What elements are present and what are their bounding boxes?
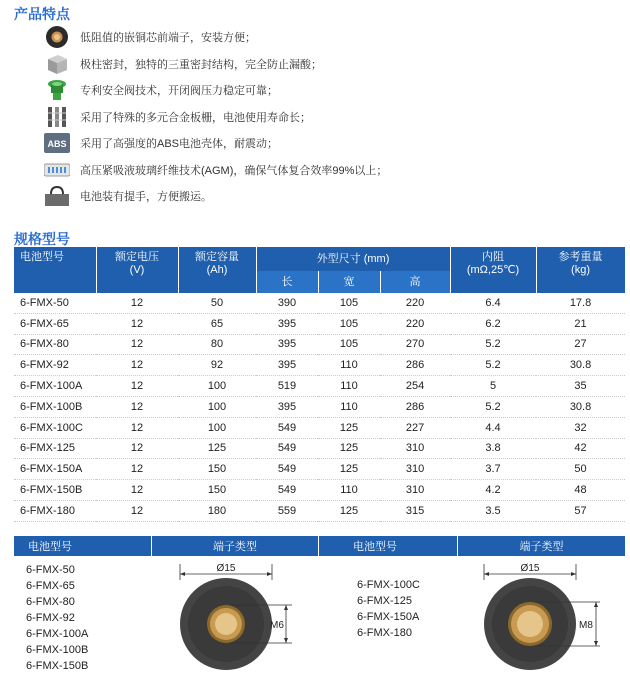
- list-item: 6-FMX-100B: [26, 644, 89, 656]
- terminal-type-header-left: 端子类型: [152, 536, 319, 556]
- feature-item: [44, 157, 624, 184]
- feature-item: [44, 183, 624, 210]
- table-cell: 6-FMX-100B: [14, 396, 96, 417]
- table-cell: 559: [256, 500, 318, 521]
- table-row: [14, 396, 625, 417]
- table-cell: 12: [96, 293, 178, 313]
- terminal-m8-diameter: Ø15: [520, 563, 540, 574]
- list-item: 6-FMX-100C: [357, 579, 420, 591]
- table-cell: 3.7: [450, 459, 536, 480]
- table-cell: 150: [178, 459, 256, 480]
- terminal-type-header-right: 端子类型: [458, 536, 625, 556]
- header-length: 长: [256, 271, 318, 293]
- table-cell: 110: [318, 376, 380, 397]
- table-cell: 270: [380, 334, 450, 355]
- feature-text: 低阻值的嵌铜芯前端子，安装方便；: [80, 32, 256, 45]
- list-item: 6-FMX-150B: [26, 660, 89, 672]
- table-cell: 310: [380, 480, 450, 501]
- table-row: [14, 334, 625, 355]
- table-cell: 6-FMX-180: [14, 500, 96, 521]
- table-cell: 3.8: [450, 438, 536, 459]
- list-item: 6-FMX-92: [26, 612, 75, 624]
- table-cell: 6-FMX-150B: [14, 480, 96, 501]
- table-cell: 105: [318, 293, 380, 313]
- table-cell: 227: [380, 417, 450, 438]
- table-cell: 12: [96, 500, 178, 521]
- feature-item: [44, 24, 624, 51]
- header-model: 电池型号: [14, 247, 96, 293]
- table-cell: 6.2: [450, 313, 536, 334]
- table-cell: 6-FMX-100A: [14, 376, 96, 397]
- table-cell: 12: [96, 459, 178, 480]
- table-cell: 125: [318, 459, 380, 480]
- seal-block-icon: [44, 52, 70, 76]
- agm-icon: [44, 158, 70, 182]
- spec-title: 规格型号: [14, 231, 70, 247]
- feature-item: [44, 130, 624, 157]
- list-item: 6-FMX-50: [26, 564, 75, 576]
- table-cell: 57: [536, 500, 625, 521]
- header-height: 高: [380, 271, 450, 293]
- table-cell: 5.2: [450, 355, 536, 376]
- terminal-models-right: [357, 577, 420, 641]
- table-row: [14, 480, 625, 501]
- terminal-model-header-right: 电池型号: [319, 536, 458, 556]
- table-row: [14, 417, 625, 438]
- table-cell: 395: [256, 313, 318, 334]
- feature-text: 采用了高强度的ABS电池壳体，耐震动；: [80, 138, 279, 151]
- table-cell: 12: [96, 313, 178, 334]
- table-cell: 12: [96, 376, 178, 397]
- feature-text: 高压紧吸液玻璃纤维技术(AGM)，确保气体复合效率99%以上；: [80, 164, 388, 177]
- grid-plate-icon: [44, 105, 70, 129]
- table-cell: 125: [178, 438, 256, 459]
- table-cell: 315: [380, 500, 450, 521]
- terminal-m6-diameter: Ø15: [216, 563, 236, 574]
- table-row: [14, 459, 625, 480]
- table-cell: 390: [256, 293, 318, 313]
- table-cell: 310: [380, 438, 450, 459]
- table-row: [14, 500, 625, 521]
- table-cell: 12: [96, 334, 178, 355]
- table-row: [14, 313, 625, 334]
- spec-table: [14, 247, 626, 522]
- table-cell: 30.8: [536, 396, 625, 417]
- table-cell: 5.2: [450, 334, 536, 355]
- table-cell: 4.4: [450, 417, 536, 438]
- list-item: 6-FMX-100A: [26, 628, 89, 640]
- list-item: 6-FMX-80: [26, 596, 75, 608]
- feature-text: 专利安全阀技术，开闭阀压力稳定可靠；: [80, 85, 278, 98]
- table-cell: 395: [256, 396, 318, 417]
- table-cell: 6-FMX-50: [14, 293, 96, 313]
- table-row: [14, 355, 625, 376]
- table-cell: 6-FMX-100C: [14, 417, 96, 438]
- table-cell: 6-FMX-65: [14, 313, 96, 334]
- table-row: [14, 376, 625, 397]
- feature-item: [44, 51, 624, 78]
- list-item: 6-FMX-125: [357, 595, 413, 607]
- table-cell: 12: [96, 355, 178, 376]
- handle-icon: [44, 184, 70, 208]
- table-cell: 110: [318, 355, 380, 376]
- table-cell: 220: [380, 313, 450, 334]
- terminal-m6-thread: M6: [270, 620, 284, 631]
- feature-list: [44, 24, 624, 210]
- feature-item: [44, 77, 624, 104]
- header-voltage: 额定电压 (V): [96, 247, 178, 293]
- table-cell: 48: [536, 480, 625, 501]
- table-cell: 12: [96, 417, 178, 438]
- table-cell: 254: [380, 376, 450, 397]
- terminal-icon: [44, 25, 70, 49]
- table-row: [14, 293, 625, 313]
- table-cell: 12: [96, 396, 178, 417]
- table-cell: 32: [536, 417, 625, 438]
- feature-text: 电池装有提手，方便搬运。: [80, 191, 212, 204]
- table-cell: 286: [380, 355, 450, 376]
- table-cell: 6.4: [450, 293, 536, 313]
- table-cell: 3.5: [450, 500, 536, 521]
- table-cell: 30.8: [536, 355, 625, 376]
- list-item: 6-FMX-65: [26, 580, 75, 592]
- table-cell: 6-FMX-125: [14, 438, 96, 459]
- table-cell: 286: [380, 396, 450, 417]
- table-cell: 35: [536, 376, 625, 397]
- features-title: 产品特点: [14, 6, 70, 22]
- table-cell: 21: [536, 313, 625, 334]
- table-cell: 4.2: [450, 480, 536, 501]
- table-cell: 6-FMX-80: [14, 334, 96, 355]
- table-cell: 519: [256, 376, 318, 397]
- terminal-m8-thread: M8: [579, 620, 593, 631]
- table-cell: 125: [318, 438, 380, 459]
- table-cell: 5.2: [450, 396, 536, 417]
- table-cell: 100: [178, 376, 256, 397]
- table-cell: 50: [536, 459, 625, 480]
- table-cell: 549: [256, 438, 318, 459]
- table-row: [14, 438, 625, 459]
- table-cell: 17.8: [536, 293, 625, 313]
- terminal-m6-diagram: [166, 560, 306, 672]
- feature-item: [44, 104, 624, 131]
- spec-table-body: [14, 293, 625, 521]
- table-cell: 125: [318, 500, 380, 521]
- header-dimensions: 外型尺寸 (mm): [256, 247, 450, 271]
- table-cell: 180: [178, 500, 256, 521]
- terminal-model-header-left: 电池型号: [14, 536, 152, 556]
- abs-icon: [44, 131, 70, 155]
- table-cell: 50: [178, 293, 256, 313]
- table-cell: 220: [380, 293, 450, 313]
- table-cell: 110: [318, 396, 380, 417]
- table-cell: 549: [256, 480, 318, 501]
- header-capacity: 额定容量 (Ah): [178, 247, 256, 293]
- table-cell: 6-FMX-92: [14, 355, 96, 376]
- table-cell: 310: [380, 459, 450, 480]
- table-cell: 110: [318, 480, 380, 501]
- header-width: 宽: [318, 271, 380, 293]
- table-cell: 6-FMX-150A: [14, 459, 96, 480]
- table-cell: 395: [256, 355, 318, 376]
- table-cell: 65: [178, 313, 256, 334]
- table-cell: 125: [318, 417, 380, 438]
- table-cell: 105: [318, 334, 380, 355]
- header-resistance: 内阻 (mΩ,25℃): [450, 247, 536, 293]
- header-weight: 参考重量 (kg): [536, 247, 625, 293]
- table-cell: 150: [178, 480, 256, 501]
- table-cell: 5: [450, 376, 536, 397]
- table-cell: 42: [536, 438, 625, 459]
- table-cell: 100: [178, 396, 256, 417]
- valve-icon: [44, 78, 70, 102]
- list-item: 6-FMX-150A: [357, 611, 420, 623]
- table-cell: 80: [178, 334, 256, 355]
- abs-label: ABS: [47, 139, 67, 150]
- table-cell: 105: [318, 313, 380, 334]
- terminal-m8-diagram: [470, 560, 615, 672]
- terminal-header: [14, 536, 625, 556]
- table-cell: 549: [256, 417, 318, 438]
- table-cell: 100: [178, 417, 256, 438]
- table-cell: 12: [96, 480, 178, 501]
- feature-text: 采用了特殊的多元合金板栅，电池使用寿命长；: [80, 111, 311, 124]
- table-cell: 27: [536, 334, 625, 355]
- feature-text: 极柱密封，独特的三重密封结构，完全防止漏酸；: [80, 58, 322, 71]
- table-cell: 12: [96, 438, 178, 459]
- table-cell: 549: [256, 459, 318, 480]
- table-cell: 395: [256, 334, 318, 355]
- table-cell: 92: [178, 355, 256, 376]
- list-item: 6-FMX-180: [357, 627, 413, 639]
- terminal-models-left: [26, 562, 88, 674]
